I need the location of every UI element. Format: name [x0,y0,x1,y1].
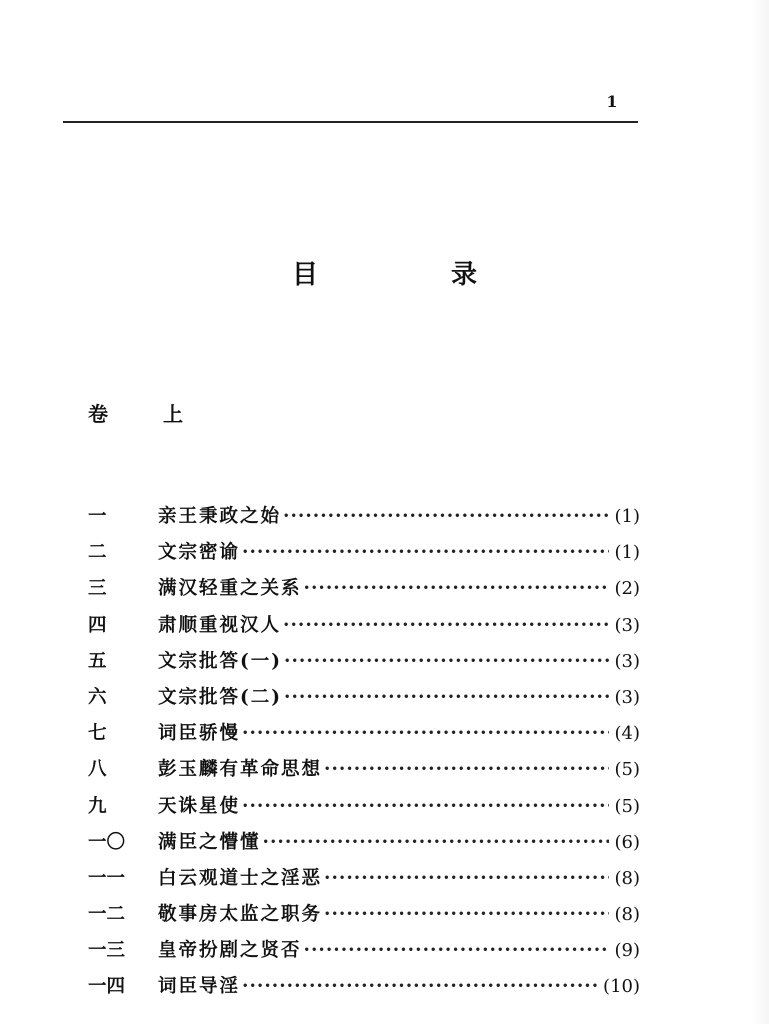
entry-number: 一二 [88,904,126,926]
entry-page: (3) [614,650,640,672]
entry-title: 满汉轻重之关系 [158,578,302,600]
entry-title: 敬事房太监之职务 [158,904,323,926]
entry-title: 文宗批答(二) [158,686,283,708]
dot-leader [324,868,608,889]
entry-title: 词臣导淫 [158,976,241,998]
entry-title: 皇帝扮剧之贤否 [158,940,302,962]
dot-leader [324,759,608,780]
dot-leader [324,904,608,925]
entry-title: 满臣之懵懂 [158,831,261,853]
toc-entry [88,502,640,538]
toc-entry [88,647,640,683]
entry-page: (8) [614,904,640,926]
dot-leader [263,832,609,853]
toc-entry [88,864,640,900]
entry-page: (10) [603,976,640,998]
entry-page: (3) [614,686,640,708]
toc-entry [88,538,640,574]
entry-page: (8) [614,867,640,889]
dot-leader [242,976,597,997]
dot-leader [284,651,608,672]
dot-leader [304,578,609,599]
entry-title: 彭玉麟有革命思想 [158,759,323,781]
entry-number: 一一 [88,867,126,889]
entry-title: 白云观道士之淫恶 [158,867,323,889]
entry-page: (6) [614,831,640,853]
entry-number: 一三 [88,940,126,962]
entry-title: 词臣骄慢 [158,723,241,745]
entry-number: 一 [88,506,107,527]
entry-page: (2) [614,578,640,600]
toc-entry [88,900,640,936]
dot-leader [284,687,608,708]
entry-page: (3) [614,614,640,636]
entry-number: 八 [88,759,107,781]
entry-number: 五 [88,650,107,672]
toc-entry [88,683,640,719]
entry-page: (5) [614,795,640,817]
entry-title: 文宗密谕 [158,542,241,564]
entry-number: 一四 [88,976,126,998]
entry-number: 四 [88,614,107,636]
entry-number: 二 [88,542,107,564]
dot-leader [283,506,608,527]
entry-page: (1) [614,506,640,527]
entry-title: 亲王秉政之始 [158,506,282,527]
dot-leader [283,615,608,636]
entry-page: (4) [614,723,640,745]
header-rule [63,121,638,123]
entry-page: (9) [614,940,640,962]
entry-number: 九 [88,795,107,817]
page-edge-shade [751,0,769,1024]
toc-entry [88,936,640,972]
toc-entry [88,792,640,828]
entry-page: (1) [614,542,640,564]
entry-number: 七 [88,723,107,745]
entry-title: 肃顺重视汉人 [158,614,282,636]
dot-leader [304,940,609,961]
entry-number: 一〇 [88,831,126,853]
entry-number: 六 [88,686,107,708]
dot-leader [242,542,608,563]
toc-entry [88,972,640,1008]
page-number: 1 [606,92,618,111]
toc-title: 目 录 [291,260,540,290]
entry-number: 三 [88,578,107,600]
toc-entry [88,755,640,791]
toc-entry [88,574,640,610]
entry-page: (5) [614,759,640,781]
toc-entry [88,828,640,864]
entry-title: 天诛星使 [158,795,241,817]
entry-title: 文宗批答(一) [158,650,283,672]
dot-leader [242,723,608,744]
toc-list [88,502,640,1009]
toc-entry [88,719,640,755]
toc-entry [88,611,640,647]
dot-leader [242,796,608,817]
volume-label: 卷 上 [88,402,207,426]
